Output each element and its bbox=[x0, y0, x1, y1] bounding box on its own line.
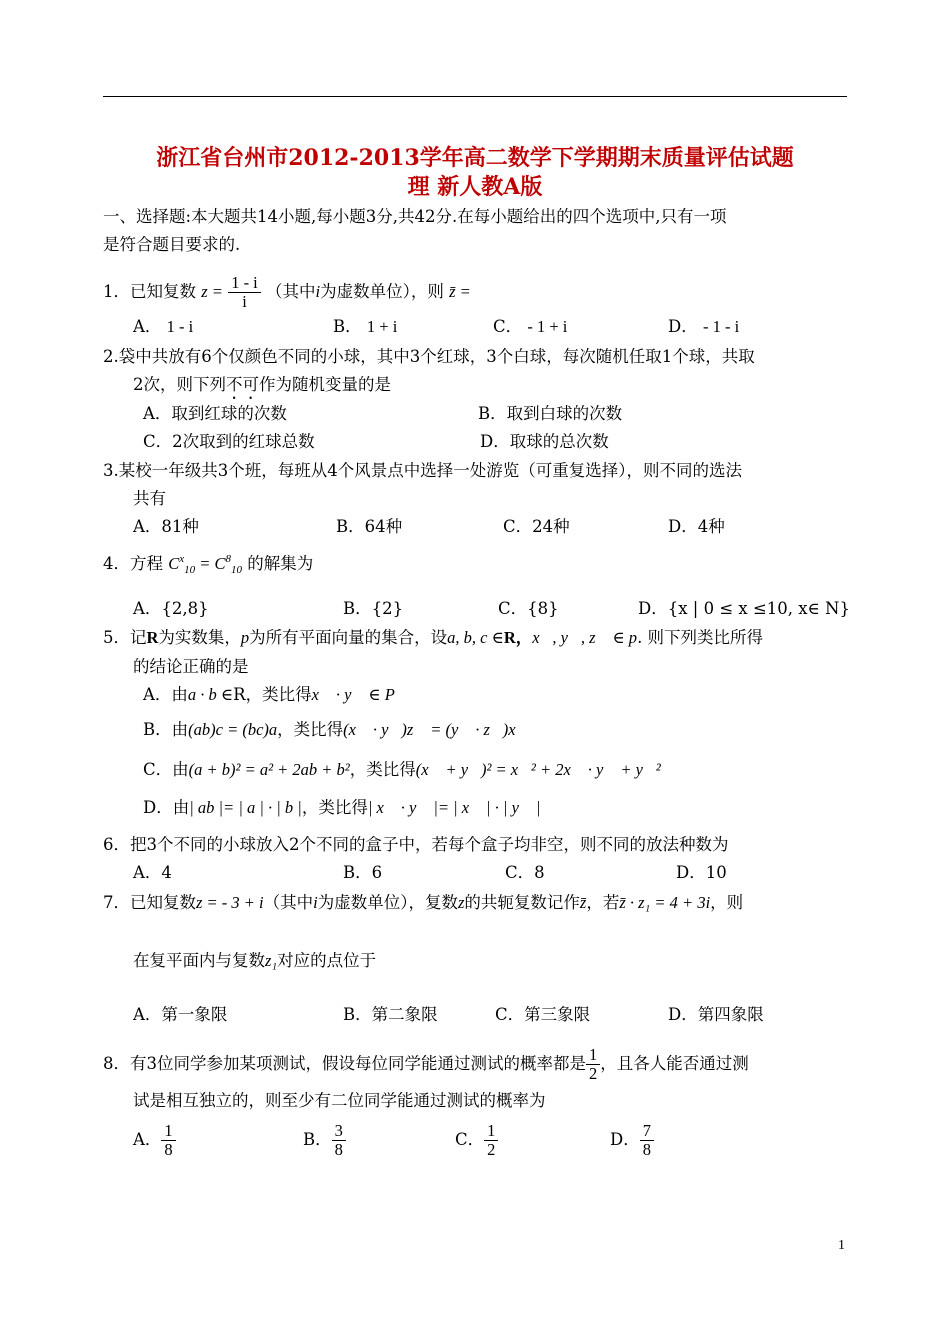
question-2: 2.袋中共放有6个仅颜色不同的小球，其中3个红球，3个白球，每次随机任取1个球，共取 bbox=[103, 347, 755, 366]
question-4-option-d: D．{x | 0 ≤ x ≤10, x∈ N} bbox=[638, 599, 850, 618]
question-8: 8．有3位同学参加某项测试，假设每位同学能通过测试的概率都是 $\frac{1}{2}$ ，且各人能否通过测 bbox=[103, 1045, 749, 1083]
question-6-option-a: A．4 bbox=[133, 863, 172, 882]
fraction: $\frac{1}{2}$ bbox=[586, 1046, 600, 1083]
question-7-option-b: B．第二象限 bbox=[343, 1005, 438, 1024]
question-7-option-c: C．第三象限 bbox=[495, 1005, 591, 1024]
question-3-option-a: A．81种 bbox=[133, 517, 199, 536]
question-6-option-d: D．10 bbox=[676, 863, 727, 882]
question-8-cont: 试是相互独立的，则至少有二位同学能通过测试的概率为 bbox=[133, 1091, 546, 1110]
question-5-cont: 的结论正确的是 bbox=[133, 657, 249, 676]
question-8-option-b: B． $\frac{3}{8}$ bbox=[303, 1122, 346, 1159]
question-1: 1．已知复数 z = $\frac{1 - i}{i}$ （其中i为虚数单位），则 z̄ = bbox=[103, 273, 471, 311]
question-2-option-a: A．取到红球的次数 bbox=[143, 404, 287, 423]
page-title: 浙江省台州市2012-2013学年高二数学下学期期末质量评估试题 bbox=[156, 145, 794, 171]
question-5-option-d: D．由| ab |= | a | · | b |，类比得| x⃗ · y⃗ |= | x⃗ | · | y⃗ | bbox=[143, 798, 541, 817]
question-4-option-c: C．{8} bbox=[498, 599, 559, 618]
question-6: 6．把3个不同的小球放入2个不同的盒子中，若每个盒子均非空，则不同的放法种数为 bbox=[103, 835, 729, 854]
question-6-option-b: B．6 bbox=[343, 863, 383, 882]
question-3-option-b: B．64种 bbox=[336, 517, 403, 536]
question-6-option-c: C．8 bbox=[505, 863, 545, 882]
question-5-option-a: A．由a · b ∈R，类比得x⃗ · y⃗ ∈ P bbox=[143, 685, 395, 704]
section-heading-cont: 是符合题目要求的. bbox=[103, 235, 241, 254]
question-2-option-d: D．取球的总次数 bbox=[480, 432, 609, 451]
question-4-option-a: A．{2,8} bbox=[133, 599, 209, 618]
question-8-option-c: C． $\frac{1}{2}$ bbox=[455, 1122, 498, 1159]
question-3-cont: 共有 bbox=[133, 489, 166, 508]
question-5-option-c: C．由(a + b)² = a² + 2ab + b²，类比得(x⃗ + y⃗)² = x⃗² + 2x⃗ · y⃗ + y⃗² bbox=[143, 760, 661, 779]
question-7-option-a: A．第一象限 bbox=[133, 1005, 228, 1024]
question-2-option-c: C．2次取到的红球总数 bbox=[143, 432, 315, 451]
question-1-option-a: A． 1 - i bbox=[133, 317, 194, 336]
question-7: 7．已知复数z = - 3 + i（其中i为虚数单位），复数z的共轭复数记作z̄，若z̄ · z₁ = 4 + 3i，则 bbox=[103, 893, 744, 912]
question-2-option-b: B．取到白球的次数 bbox=[478, 404, 623, 423]
page-title-line2: 理 新人教A版 bbox=[407, 174, 543, 200]
question-3: 3.某校一年级共3个班，每班从4个风景点中选择一处游览（可重复选择），则不同的选法 bbox=[103, 461, 742, 480]
question-3-option-c: C．24种 bbox=[503, 517, 570, 536]
question-5: 5．记R为实数集，p为所有平面向量的集合，设a, b, c ∈R，x⃗, y⃗, z⃗ ∈ p. 则下列类比所得 bbox=[103, 628, 764, 647]
page-number: 1 bbox=[838, 1238, 845, 1253]
question-1-option-d: D． - 1 - i bbox=[668, 317, 740, 336]
fraction: $\frac{1 - i}{i}$ bbox=[228, 274, 261, 311]
question-8-option-a: A． $\frac{1}{8}$ bbox=[133, 1122, 176, 1159]
question-7-option-d: D．第四象限 bbox=[668, 1005, 764, 1024]
question-1-option-b: B． 1 + i bbox=[333, 317, 398, 336]
question-1-option-c: C． - 1 + i bbox=[493, 317, 568, 336]
section-heading: 一、选择题:本大题共14小题,每小题3分,共42分.在每小题给出的四个选项中,只有一项 bbox=[103, 207, 727, 226]
math-expression: $C^x_{10} = C^8_{10}$ bbox=[168, 553, 243, 576]
question-2-cont: 2次，则下列不可作为随机变量的是 bbox=[133, 375, 391, 394]
question-8-option-d: D． $\frac{7}{8}$ bbox=[610, 1122, 654, 1159]
question-4: 4．方程 $C^x_{10} = C^8_{10}$ 的解集为 bbox=[103, 553, 314, 576]
question-4-option-b: B．{2} bbox=[343, 599, 404, 618]
header-rule bbox=[103, 96, 847, 97]
emphasis-text: 不可 bbox=[226, 375, 259, 394]
question-3-option-d: D．4种 bbox=[668, 517, 725, 536]
question-7-cont: 在复平面内与复数z₁对应的点位于 bbox=[133, 951, 377, 970]
question-5-option-b: B．由(ab)c = (bc)a，类比得(x⃗ · y⃗)z⃗ = (y⃗ · z⃗)x⃗ bbox=[143, 720, 529, 739]
